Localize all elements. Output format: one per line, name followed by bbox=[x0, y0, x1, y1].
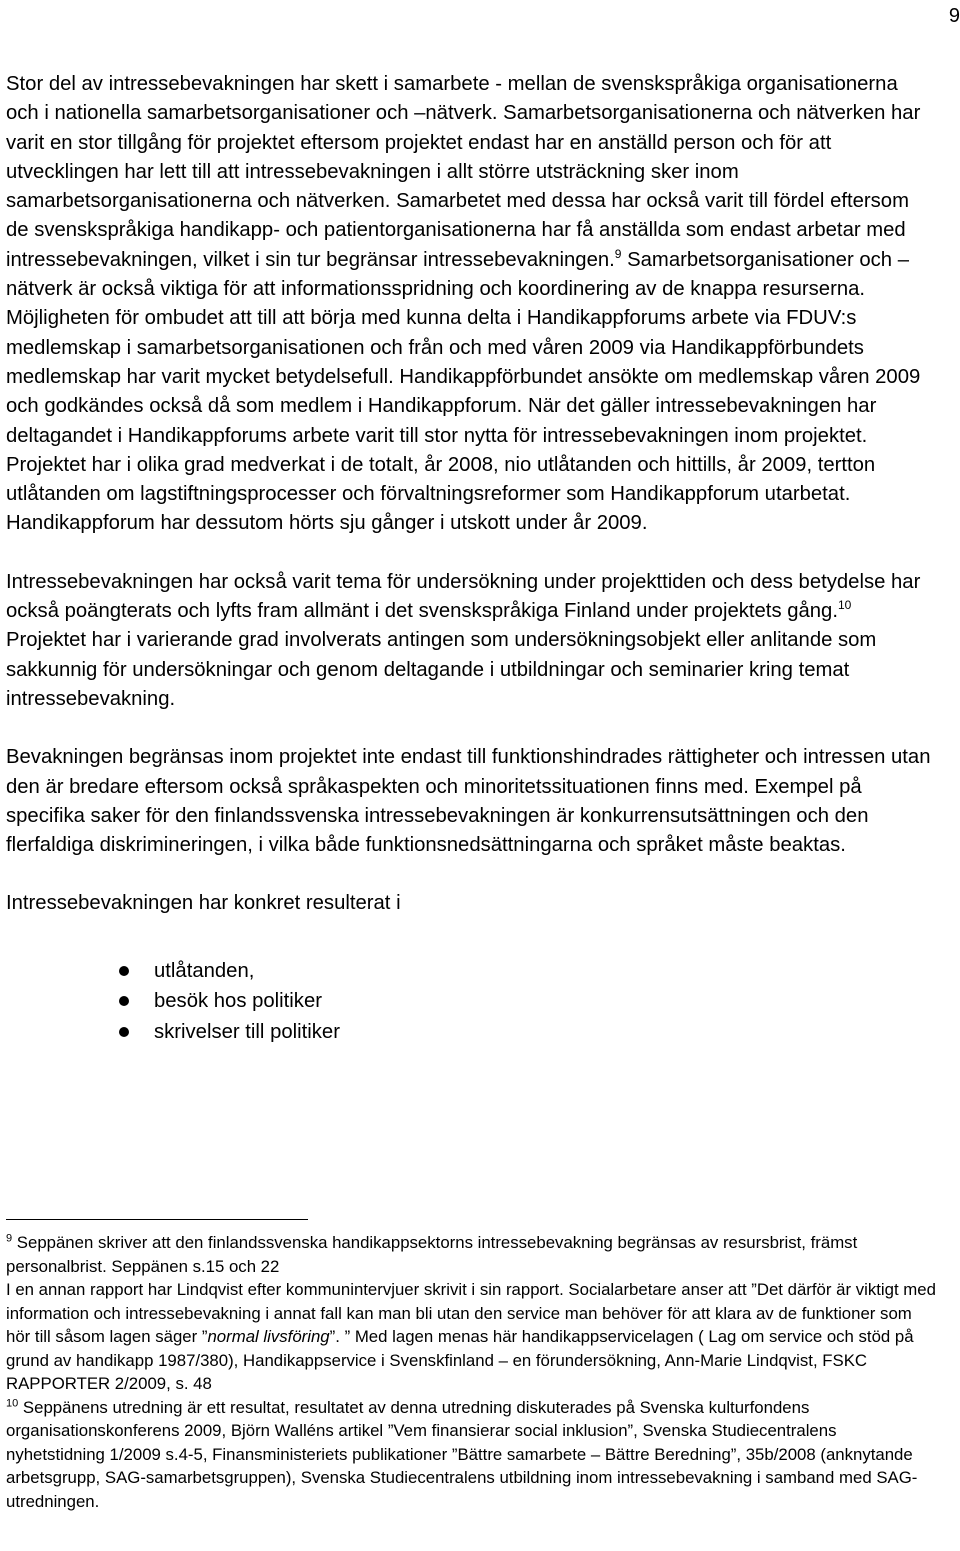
footnote-italic-text: normal livsföring bbox=[207, 1327, 330, 1346]
footnotes bbox=[6, 1231, 936, 1513]
list-item-text: utlåtanden, bbox=[154, 959, 255, 982]
footnote-9-line2 bbox=[6, 1278, 936, 1396]
footnote-9 bbox=[6, 1231, 936, 1396]
body-text bbox=[6, 70, 931, 1047]
paragraph-text: Stor del av intressebevakningen har skett i samarbete - mellan de svenskspråkiga organisationerna och i nationella samarbetsorganisationer och –nätverk. Samarbetsorganisationerna och nätverken har varit en stor tillgång för projektet eftersom projektet endast har en anställd person och för att utvecklingen har lett till att intressebevakningen i allt större utsträckning sker inom samarbetsorganisationerna och nätverken. Samarbetet med dessa har också varit till fördel eftersom de svenskspråkiga handikapp- och patientorganisationerna har få anställda som endast arbetar med intressebevakningen, vilket i sin tur begränsar intressebevakningen. bbox=[6, 73, 921, 271]
footnote-text: Seppänen skriver att den finlandssvenska handikappsektorns intressebevakning begränsas av resursbrist, främst personalbrist. Seppänen s.15 och 22 bbox=[6, 1233, 858, 1276]
list-item bbox=[6, 1017, 931, 1048]
results-list bbox=[6, 956, 931, 1048]
list-item bbox=[6, 956, 931, 987]
list-item bbox=[6, 986, 931, 1017]
footnote-10 bbox=[6, 1396, 936, 1514]
page-number: 9 bbox=[948, 5, 960, 27]
paragraph-results-intro: Intressebevakningen har konkret resulterat i bbox=[6, 892, 401, 915]
paragraph-text: Samarbetsorganisationer och –nätverk är också viktiga för att informationsspridning och koordinering av de knappa resurserna. Möjligheten för ombudet att till att börja med kunna delta i Handikappforums arbete via FDUV:s medlemskap i samarbetsorganisationen och från och med våren 2009 via Handikappförbundets medlemskap har varit mycket betydelsefull. Handikappförbundet ansökte om medlemskap våren 2009 och godkändes också då som medlem i Handikappforum. När det gäller intressebevakningen har deltagandet i Handikappforums arbete varit till stor nytta för intressebevakningen inom projektet. Projektet har i olika grad medverkat i de totalt, år 2008, nio utlåtanden och hittills, år 2009, tertton utlåtanden om lagstiftningsprocesser och förvaltningsreformer som Handikappforum utarbetat. Handikappforum har dessutom hörts sju gånger i utskott under år 2009. bbox=[6, 248, 921, 535]
footnote-number: 10 bbox=[6, 1396, 19, 1409]
list-item-text: besök hos politiker bbox=[154, 990, 322, 1013]
paragraph-text: Projektet har i varierande grad involverats antingen som undersökningsobjekt eller anlitande som sakkunnig för undersökningar och genom deltagande i utbildningar och seminarier kring temat intressebevakning. bbox=[6, 629, 877, 710]
footnote-text: ”. ” Med lagen menas här handikappservicelagen ( Lag om service och stöd på grund av handikapp 1987/380), Handikappservice i Svenskfinland – en förundersökning, Ann-Marie Lindqvist, FSKC RAPPORTER 2/2009, s. 48 bbox=[6, 1327, 914, 1393]
footnote-number: 9 bbox=[6, 1232, 13, 1245]
footnote-10-line bbox=[6, 1396, 936, 1514]
paragraph-scope: Bevakningen begränsas inom projektet inte endast till funktionshindrades rättigheter och intressen utan den är bredare eftersom också språkaspekten och minoritetssituationen finns med. Exempel på specifika saker för den finlandssvenska intressebevakningen är konkurrensutsättningen och den flerfaldiga diskrimineringen, i vilka både funktionsnedsättningarna och språket måste beaktas. bbox=[6, 746, 931, 857]
paragraph-collaboration bbox=[6, 70, 931, 539]
footnote-ref-9[interactable]: 9 bbox=[614, 247, 622, 262]
list-item-text: skrivelser till politiker bbox=[154, 1020, 340, 1043]
footnote-text: Seppänens utredning är ett resultat, resultatet av denna utredning diskuterades på Svenska kulturfondens organisationskonferens 2009, Björn Walléns artikel ”Vem finansierar social inklusion”, Svenska Studiecentralens nyhetstidning 1/2009 s.4-5, Finansministeriets publikationer ”Bättre samarbete – Bättre Beredning”, 35b/2008 (anknytande arbetsgrupp, SAG-samarbetsgruppen), Svenska Studiecentralens utbildning inom intressebevakning i samband med SAG-utredningen. bbox=[6, 1397, 918, 1511]
bullet-icon bbox=[119, 1027, 129, 1037]
footnote-separator bbox=[6, 1219, 308, 1220]
bullet-icon bbox=[119, 996, 129, 1006]
paragraph-research bbox=[6, 568, 931, 714]
footnote-ref-10[interactable]: 10 bbox=[837, 598, 852, 613]
footnote-text: I en annan rapport har Lindqvist efter kommunintervjuer skrivit i sin rapport. Socialarbetare anser att ”Det därför är viktigt med information och intressebevakning i annat fall kan man bli utan den service man behöver för att klara av de funktioner som hör till såsom lagen säger ” bbox=[6, 1280, 936, 1346]
bullet-icon bbox=[119, 966, 129, 976]
paragraph-text: Intressebevakningen har också varit tema för undersökning under projekttiden och dess betydelse har också poängterats och lyfts fram allmänt i det svenskspråkiga Finland under projektets gång. bbox=[6, 570, 921, 623]
footnote-9-line1 bbox=[6, 1231, 936, 1278]
